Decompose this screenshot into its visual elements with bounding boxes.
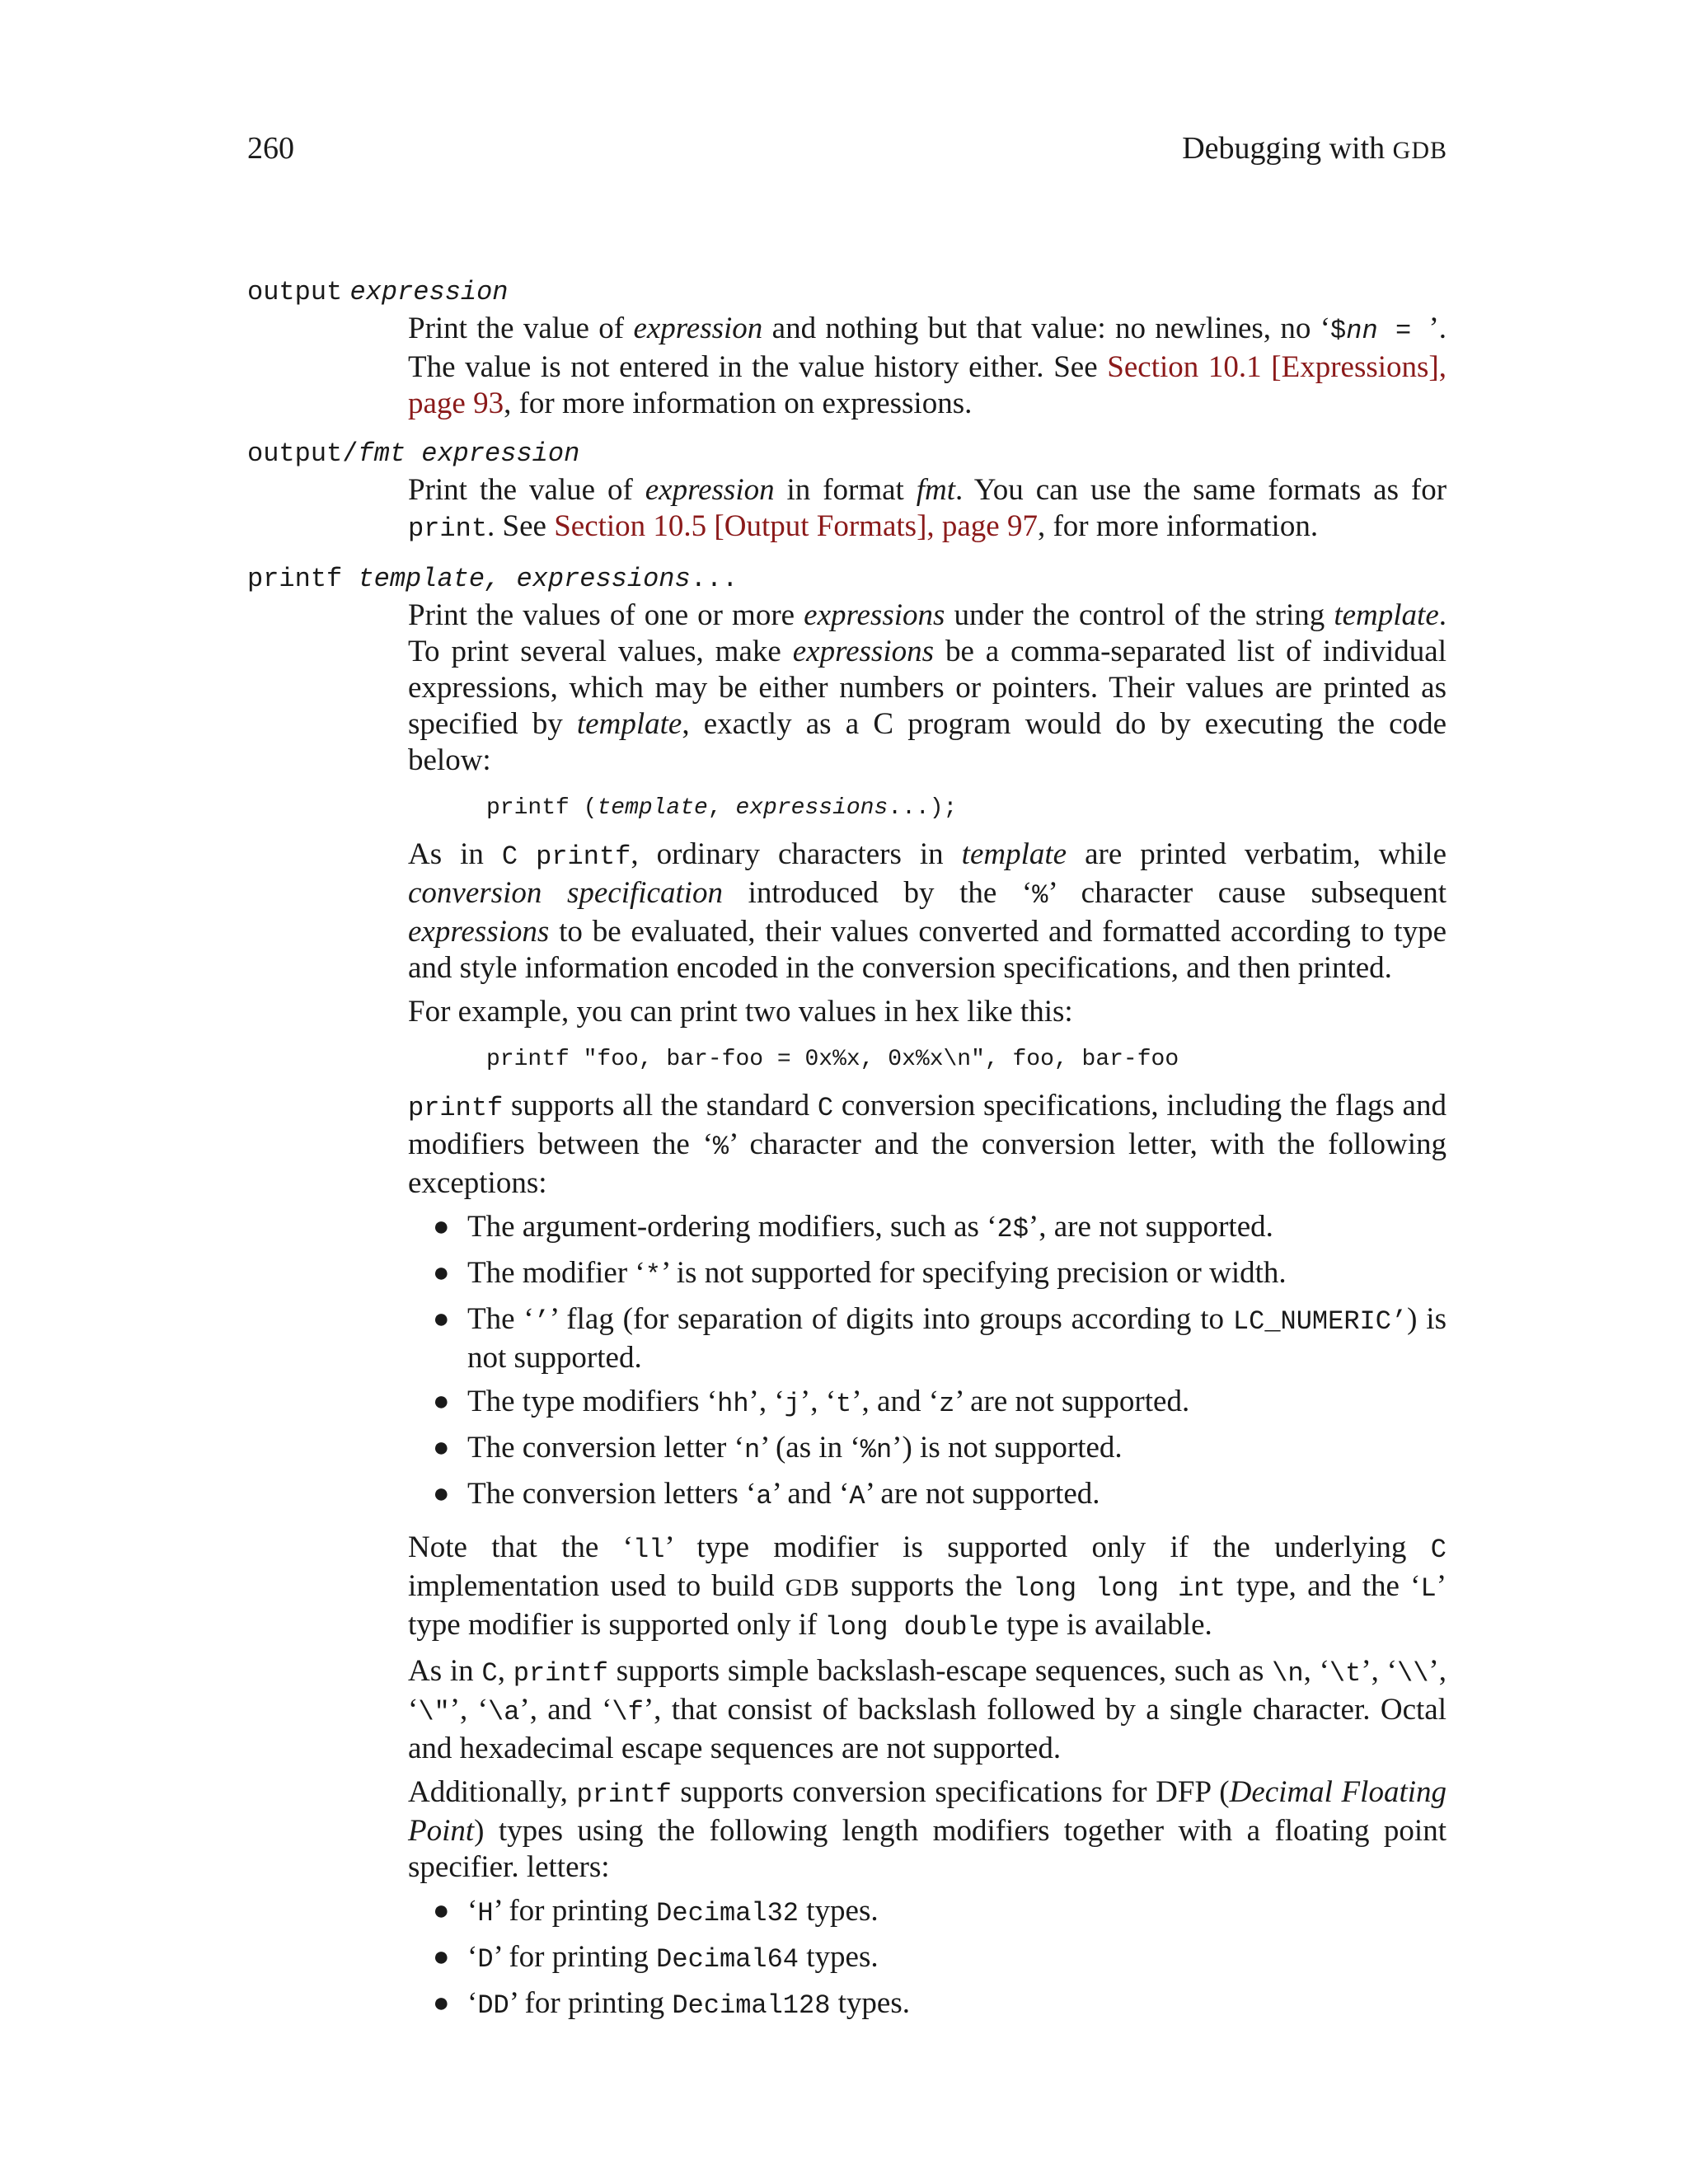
code: H <box>477 1898 494 1929</box>
code: $ <box>1330 316 1347 346</box>
def-output-fmt <box>408 472 1447 547</box>
text: . To print several values, make <box>408 598 1447 668</box>
text: type, and the ‘ <box>1225 1569 1421 1603</box>
text-italic: template <box>1334 598 1439 632</box>
def-output <box>408 311 1447 422</box>
code: printf <box>536 841 631 872</box>
list-item <box>433 1430 1447 1469</box>
code: ...); <box>888 795 958 821</box>
paragraph <box>408 1530 1447 1646</box>
paragraph <box>408 598 1447 779</box>
code: = <box>1377 316 1429 346</box>
text-italic: template <box>961 837 1067 871</box>
text: supports the <box>840 1569 1014 1603</box>
list-item <box>433 1301 1447 1376</box>
bullet-icon: ● <box>433 1258 450 1288</box>
code: D <box>477 1944 494 1975</box>
code: L <box>1420 1573 1437 1604</box>
text: ’, ‘ <box>449 1693 488 1727</box>
code: A <box>849 1481 865 1511</box>
list-item <box>433 1985 1447 2024</box>
text: , for more information. <box>1037 509 1319 543</box>
link-output-formats[interactable]: Section 10.5 [Output Formats], page 97 <box>554 509 1038 543</box>
header-gdb: GDB <box>1392 137 1447 164</box>
text-italic: expressions <box>804 598 945 632</box>
cmd-output: output <box>247 277 343 307</box>
code: % <box>712 1132 729 1162</box>
cmd-printf: printf <box>247 564 359 594</box>
text-italic: conversion specification <box>408 876 724 910</box>
list-item <box>433 1255 1447 1294</box>
text: ‘ <box>467 1894 478 1928</box>
list-item <box>433 1476 1447 1515</box>
bullet-icon: ● <box>433 1896 450 1926</box>
text: ’ type modifier is supported only if the underlying <box>664 1530 1431 1564</box>
code: print <box>408 513 488 544</box>
page-content <box>247 272 1447 2039</box>
text: Note that the ‘ <box>408 1530 633 1564</box>
code-block <box>486 1038 1447 1078</box>
text: supports conversion specifications for DFP ( <box>671 1775 1230 1809</box>
paragraph: For example, you can print two values in hex like this: <box>408 995 1073 1029</box>
text: ’ for printing <box>493 1940 657 1974</box>
code: long double <box>824 1612 999 1643</box>
code-italic: template <box>597 795 708 821</box>
bullet-icon: ● <box>433 1432 450 1463</box>
text: As in <box>408 837 502 871</box>
code: printf <box>513 1658 608 1689</box>
code: , <box>707 795 736 821</box>
code: Decimal128 <box>672 1990 831 2021</box>
code: Decimal64 <box>656 1944 799 1975</box>
code: printf "foo, bar-foo = 0x%x, 0x%x\n", foo, bar-foo <box>486 1047 1179 1072</box>
text: , for more information on expressions. <box>504 387 973 420</box>
code: \t <box>1329 1658 1362 1689</box>
term-printf <box>247 559 1447 598</box>
text-italic: template <box>576 707 682 741</box>
code: z <box>939 1389 955 1419</box>
text: types. <box>830 1986 911 2020</box>
text: ’, ‘ <box>1361 1654 1398 1688</box>
text: ’ and ‘ <box>771 1477 850 1511</box>
text: The modifier ‘ <box>467 1256 645 1290</box>
text: ’ (as in ‘ <box>760 1431 860 1465</box>
code: \a <box>487 1697 520 1727</box>
page-number: 260 <box>247 131 294 166</box>
arg-expression: expression <box>406 438 580 469</box>
code: C <box>817 1093 834 1123</box>
bullet-icon: ● <box>433 1988 450 2018</box>
link-expressions[interactable]: Section 10.1 [Expressions], page 93 <box>408 350 1447 420</box>
text: ’) is not supported. <box>892 1431 1123 1465</box>
text: to be evaluated, their values converted and formatted according to type and style information encoded in the conversion specifications, and then printed. <box>408 915 1447 985</box>
text: ’ are not supported. <box>954 1385 1190 1418</box>
text: ‘ <box>467 1986 478 2020</box>
text-smallcaps: GDB <box>785 1574 841 1601</box>
exceptions-list <box>408 1209 1447 1515</box>
code-italic: nn <box>1346 316 1378 346</box>
arg-expression: expression <box>349 277 509 307</box>
bullet-icon: ● <box>433 1942 450 1972</box>
text: Print the value of <box>408 473 645 507</box>
code: %n <box>860 1435 893 1465</box>
paragraph <box>408 1653 1447 1767</box>
text: , exactly as a C program would do by executing the code below: <box>408 707 1447 777</box>
text: ’. The value is not entered in the value history either. See <box>408 312 1447 384</box>
bullet-icon: ● <box>433 1386 450 1417</box>
code: Decimal32 <box>656 1898 799 1929</box>
def-printf <box>408 598 1447 2024</box>
code: n <box>743 1435 761 1465</box>
text: supports all the standard <box>503 1089 818 1122</box>
text: , <box>497 1654 513 1688</box>
text: ’, and ‘ <box>519 1693 612 1727</box>
text: Print the value of <box>408 312 634 345</box>
code: % <box>1032 880 1048 911</box>
code: printf ( <box>486 795 598 821</box>
text: The conversion letter ‘ <box>467 1431 744 1465</box>
text: The argument-ordering modifiers, such as ‘ <box>467 1210 997 1244</box>
arg-template-expressions: template, expressions <box>358 564 691 594</box>
text: , ordinary characters in <box>631 837 962 871</box>
bullet-icon: ● <box>433 1212 450 1242</box>
text-italic: expression <box>645 473 775 507</box>
code: C <box>1430 1535 1447 1565</box>
bullet-icon: ● <box>433 1304 450 1334</box>
text: Additionally, <box>408 1775 577 1809</box>
text: ’, that consist of backslash followed by a single character. Octal and hexadecimal escape sequences are not supported. <box>408 1693 1447 1765</box>
code: long long int <box>1013 1573 1226 1604</box>
text: be a comma-separated list of individual expressions, which may be either numbers or pointers. Their values are printed as specified by <box>408 635 1447 741</box>
code: \f <box>612 1697 644 1727</box>
text: ’ type modifier is supported only if <box>408 1569 1447 1642</box>
text: ) types using the following length modifiers together with a floating point specifier. letters: <box>408 1814 1447 1884</box>
text: ‘ <box>467 1940 478 1974</box>
entry-output-fmt <box>247 434 1447 547</box>
text: ’, ‘ <box>799 1385 837 1418</box>
cmd-output-slash: output/ <box>247 438 359 469</box>
text: conversion specifications, including the flags and modifiers between the ‘ <box>408 1089 1447 1161</box>
list-item <box>433 1384 1447 1422</box>
code: j <box>784 1389 800 1419</box>
text <box>518 837 536 871</box>
code-italic: expressions <box>735 795 889 821</box>
code: a <box>756 1481 772 1511</box>
list-item <box>433 1893 1447 1932</box>
arg-dots: ... <box>690 564 738 594</box>
text: As in <box>408 1654 482 1688</box>
text: ’, and ‘ <box>851 1385 940 1418</box>
text: ’ character cause subsequent <box>1048 876 1447 910</box>
text: ’ is not supported for specifying precision or width. <box>660 1256 1287 1290</box>
text: ’ are not supported. <box>865 1477 1100 1511</box>
text: type is available. <box>998 1608 1212 1642</box>
text-italic: expression <box>633 312 763 345</box>
code: ll <box>633 1535 665 1565</box>
code: \n <box>1272 1658 1304 1689</box>
text: ’ for printing <box>493 1894 657 1928</box>
text: ’ flag (for separation of digits into groups according to <box>549 1302 1233 1336</box>
text: ’, ‘ <box>408 1654 1447 1727</box>
text: and nothing but that value: no newlines, no ‘ <box>762 312 1331 345</box>
text: ’ character and the conversion letter, with the following exceptions: <box>408 1127 1447 1200</box>
text: are printed verbatim, while <box>1067 837 1447 871</box>
text: under the control of the string <box>945 598 1334 632</box>
code: hh <box>717 1389 749 1419</box>
text: introduced by the ‘ <box>723 876 1033 910</box>
text: Print the values of one or more <box>408 598 804 632</box>
header-title-text: Debugging with <box>1182 131 1393 166</box>
code: * <box>645 1260 661 1291</box>
code: C <box>501 841 518 872</box>
paragraph <box>408 837 1447 987</box>
list-item <box>433 1939 1447 1978</box>
code: \" <box>418 1697 450 1727</box>
paragraph <box>408 472 1447 547</box>
arg-fmt: fmt <box>358 438 406 469</box>
text: supports simple backslash-escape sequences, such as <box>607 1654 1273 1688</box>
entry-printf <box>247 559 1447 2024</box>
code-block <box>486 786 1447 827</box>
text: types. <box>799 1940 879 1974</box>
text: ) is not supported. <box>467 1302 1447 1375</box>
text: The type modifiers ‘ <box>467 1385 718 1418</box>
text: ’ for printing <box>509 1986 673 2020</box>
paragraph <box>408 311 1447 422</box>
term-output-fmt <box>247 434 1447 472</box>
text: The ‘ <box>467 1302 534 1336</box>
dfp-list <box>408 1893 1447 2024</box>
text: ’, are not supported. <box>1028 1210 1273 1244</box>
text: in format <box>774 473 917 507</box>
running-header <box>1182 130 1447 166</box>
code: DD <box>477 1990 509 2021</box>
code: \\ <box>1397 1658 1429 1689</box>
paragraph <box>408 1088 1447 1202</box>
text-italic: expressions <box>408 915 550 949</box>
text-italic: expressions <box>792 635 935 668</box>
text: , ‘ <box>1303 1654 1329 1688</box>
list-item <box>433 1209 1447 1248</box>
bullet-icon: ● <box>433 1479 450 1509</box>
text: ’, ‘ <box>748 1385 785 1418</box>
term-output <box>247 272 1447 311</box>
text-italic: Decimal Floating Point <box>408 1775 1447 1848</box>
code: ’ <box>533 1306 550 1337</box>
text: . See <box>487 509 555 543</box>
text: The conversion letters ‘ <box>467 1477 757 1511</box>
paragraph <box>408 1774 1447 1886</box>
code: t <box>836 1389 852 1419</box>
code: C <box>481 1658 498 1689</box>
entry-output <box>247 272 1447 422</box>
text-italic: fmt <box>916 473 956 507</box>
text: implementation used to build <box>408 1569 785 1603</box>
code: printf <box>576 1779 672 1810</box>
code: LC_NUMERIC’ <box>1232 1306 1408 1337</box>
text: types. <box>799 1894 879 1928</box>
code: 2$ <box>996 1214 1029 1244</box>
text: . You can use the same formats as for <box>955 473 1447 507</box>
code: printf <box>408 1093 504 1123</box>
